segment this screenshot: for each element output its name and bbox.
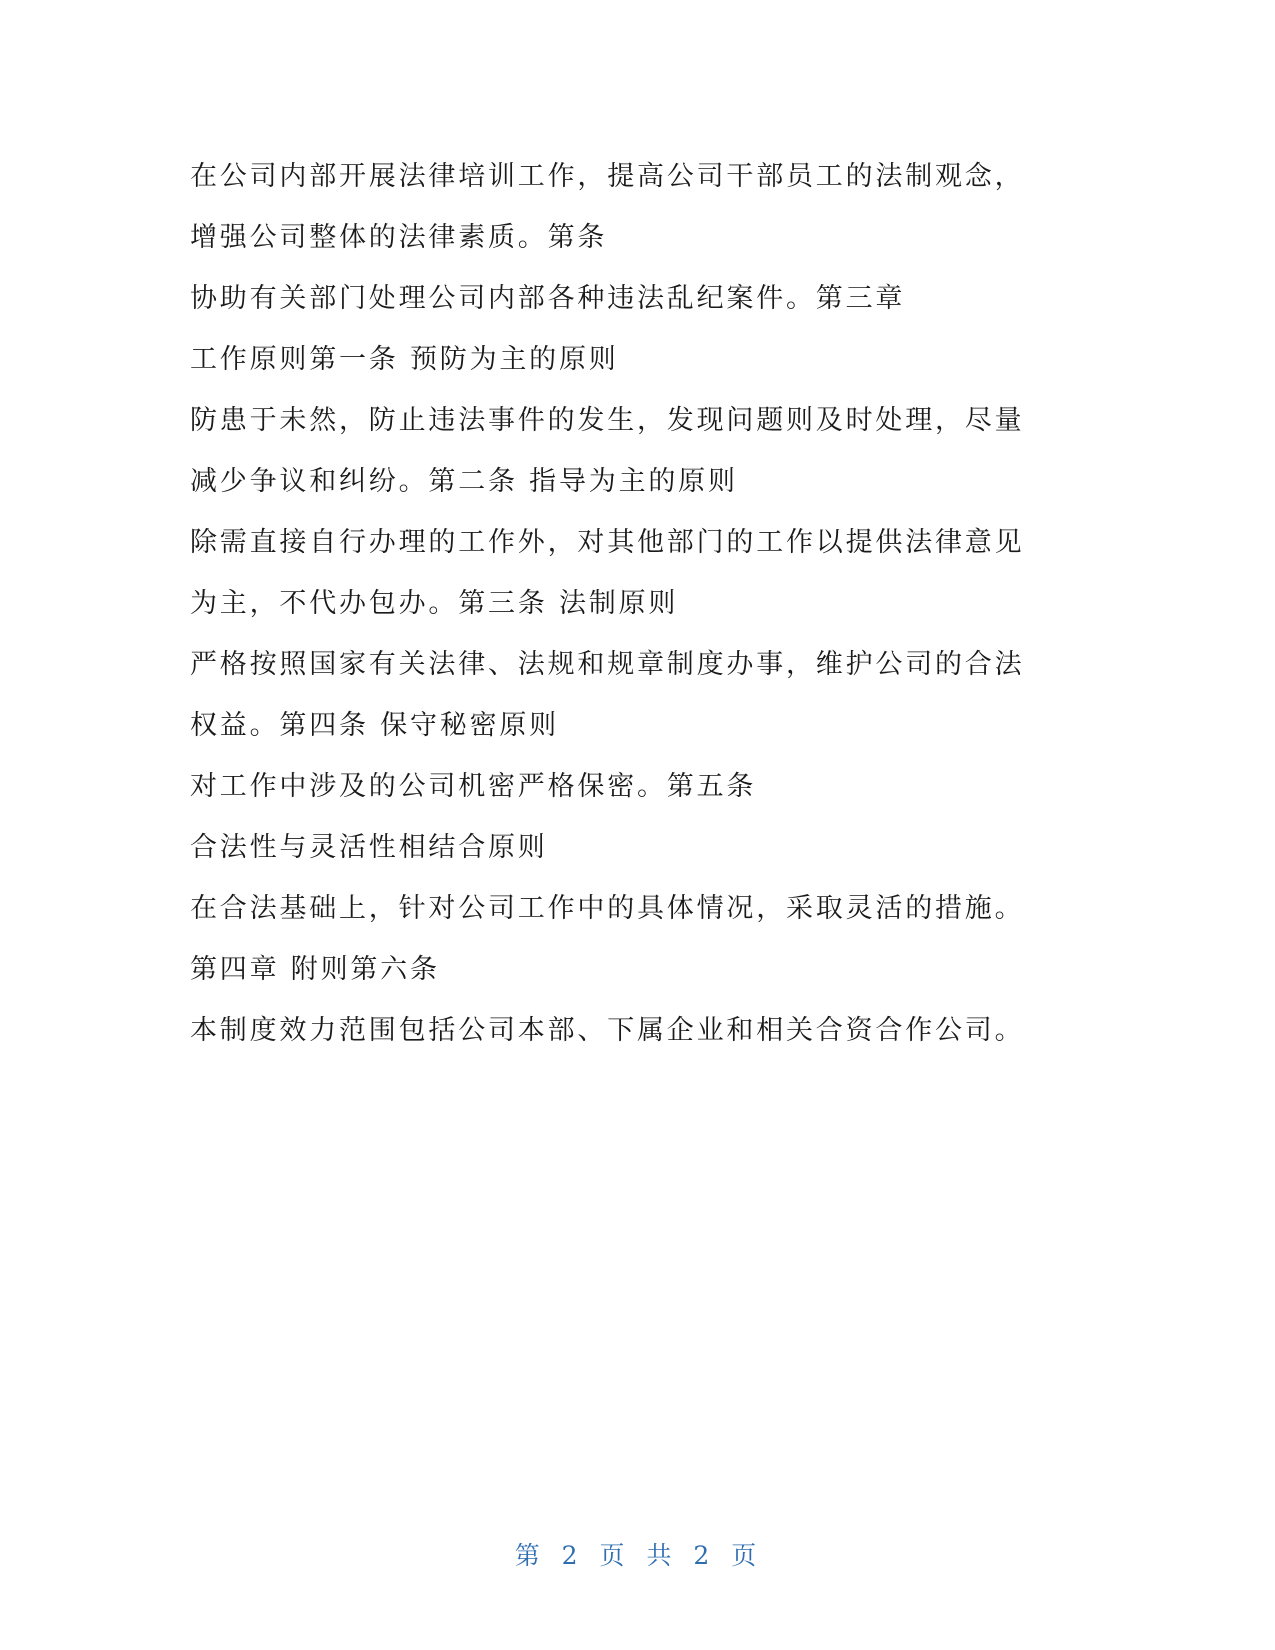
text-line: 在合法基础上，针对公司工作中的具体情况，采取灵活的措施。 — [190, 893, 1025, 924]
text-line: 本制度效力范围包括公司本部、下属企业和相关合资合作公司。 — [190, 1015, 1025, 1046]
page-number-footer: 第 2 页 共 2 页 — [514, 1541, 761, 1570]
text-line: 对工作中涉及的公司机密严格保密。第五条 — [190, 771, 757, 802]
text-line: 权益。第四条 保守秘密原则 — [190, 710, 559, 741]
text-line: 协助有关部门处理公司内部各种违法乱纪案件。第三章 — [190, 283, 906, 314]
text-line: 严格按照国家有关法律、法规和规章制度办事，维护公司的合法 — [190, 649, 1025, 680]
text-line: 除需直接自行办理的工作外，对其他部门的工作以提供法律意见 — [190, 527, 1025, 558]
text-line: 减少争议和纠纷。第二条 指导为主的原则 — [190, 466, 738, 497]
text-line: 防患于未然，防止违法事件的发生，发现问题则及时处理，尽量 — [190, 405, 1025, 436]
document-body — [190, 146, 1090, 1061]
text-line: 工作原则第一条 预防为主的原则 — [190, 344, 619, 375]
text-line: 在公司内部开展法律培训工作，提高公司干部员工的法制观念， — [190, 161, 1025, 192]
text-line: 为主，不代办包办。第三条 法制原则 — [190, 588, 679, 619]
text-line: 第四章 附则第六条 — [190, 954, 440, 985]
text-line: 合法性与灵活性相结合原则 — [190, 832, 548, 863]
text-line: 增强公司整体的法律素质。第条 — [190, 222, 608, 253]
